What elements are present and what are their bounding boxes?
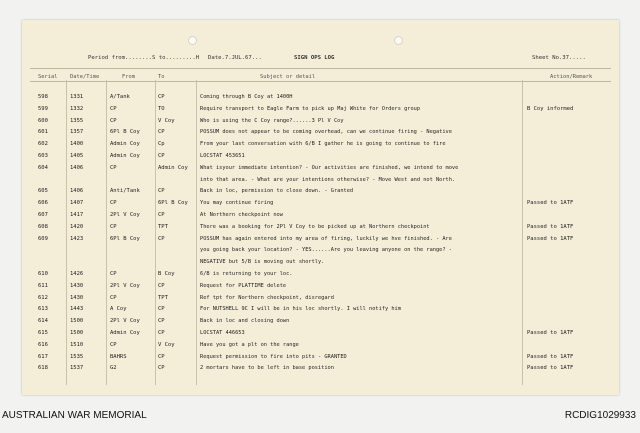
date-time-cell: 1355 [70, 117, 84, 124]
date-time-cell: 1430 [70, 294, 84, 301]
date-time-cell: 1500 [70, 330, 84, 336]
log-row [22, 341, 619, 350]
serial-cell: 598 [38, 94, 48, 100]
from-cell: 2Pl V Coy [110, 212, 140, 218]
log-row [22, 258, 619, 267]
log-row [22, 176, 619, 185]
footer-source: AUSTRALIAN WAR MEMORIAL [2, 410, 147, 421]
log-row [22, 364, 619, 373]
action-cell: Passed to 1ATF [527, 330, 574, 336]
serial-cell: 616 [38, 341, 48, 348]
serial-cell: 612 [38, 294, 48, 301]
date-time-cell: 1417 [70, 212, 84, 218]
date-time-cell: 1405 [70, 153, 84, 159]
subject-cell: Have you got a plt on the range [200, 341, 299, 348]
punch-hole [188, 36, 197, 45]
log-row [22, 117, 619, 126]
from-cell: CP [110, 271, 117, 277]
subject-cell: What isyour immediate intention? - Our activities are finished, we intend to move [200, 164, 459, 171]
to-cell: CP [158, 153, 165, 159]
from-cell: BAHRS [110, 353, 127, 360]
date-time-cell: 1331 [70, 94, 84, 100]
to-cell: CP [158, 282, 165, 289]
date-time-cell: 1357 [70, 129, 84, 136]
from-cell: Admin Coy [110, 330, 140, 336]
to-cell: CP [158, 330, 165, 336]
column-divider [522, 80, 523, 385]
serial-cell: 615 [38, 330, 48, 336]
to-cell: CP [158, 365, 165, 372]
subject-cell: From your last conversation with 6/B I gather he is going to continue to fire [200, 141, 446, 148]
subject-cell: you going back your location? - YES......Are you leaving anyone on the range? - [200, 247, 452, 254]
col-subject: Subject or detail [260, 74, 316, 80]
log-row [22, 294, 619, 303]
to-cell: 6Pl B Coy [158, 200, 188, 207]
serial-cell: 609 [38, 235, 48, 242]
subject-cell: For NUTSHELL 9C I will be in his loc shortly. I will notify him [200, 306, 401, 313]
log-row [22, 246, 619, 255]
date-field: Date.7.JUL.67... [208, 55, 262, 61]
date-time-cell: 1423 [70, 235, 84, 242]
action-cell: Passed to 1ATF [527, 223, 574, 230]
sheet-number: Sheet No.37..... [532, 55, 586, 61]
col-from: From [122, 74, 135, 80]
column-divider [106, 80, 107, 385]
from-cell: G2 [110, 365, 117, 372]
footer-id: RCDIG1029933 [564, 410, 636, 421]
punch-hole [394, 36, 403, 45]
date-time-cell: 1537 [70, 365, 84, 372]
action-cell: Passed to 1ATF [527, 200, 574, 207]
col-date-time: Date/Time [70, 74, 100, 80]
action-cell: Passed to 1ATF [527, 353, 574, 360]
date-time-cell: 1426 [70, 271, 84, 277]
to-cell: Cp [158, 141, 165, 148]
to-cell: CP [158, 129, 165, 136]
log-row [22, 187, 619, 196]
header-rule [30, 68, 611, 69]
subject-cell: Require transport to Eagle Farm to pick up Maj White for Orders group [200, 105, 421, 112]
log-title: SIGN OPS LOG [294, 55, 335, 61]
from-cell: 6Pl B Coy [110, 235, 140, 242]
date-time-cell: 1400 [70, 141, 84, 148]
log-row [22, 305, 619, 314]
from-cell: Admin Coy [110, 141, 140, 148]
subject-cell: 2 mortars have to be left in base position [200, 365, 334, 372]
serial-cell: 607 [38, 212, 48, 218]
to-cell: CP [158, 318, 165, 325]
date-time-cell: 1500 [70, 318, 84, 325]
log-row [22, 140, 619, 149]
subject-cell: POSSUM does not appear to be coming overhead, can we continue firing - Negative [200, 129, 452, 136]
col-action: Action/Remark [550, 74, 593, 80]
serial-cell: 617 [38, 353, 48, 360]
log-row [22, 270, 619, 279]
serial-cell: 614 [38, 318, 48, 325]
log-row [22, 164, 619, 173]
subject-cell: Who is using the C Coy range?......3 Pl V Coy [200, 117, 344, 124]
subject-cell: Coming through B Coy at 1400H [200, 94, 293, 100]
from-cell: Anti/Tank [110, 188, 140, 195]
date-time-cell: 1420 [70, 223, 84, 230]
to-cell: TPT [158, 223, 168, 230]
to-cell: CP [158, 306, 165, 313]
subject-cell: LOCSTAT 446653 [200, 330, 245, 336]
log-row [22, 199, 619, 208]
subject-cell: Request permission to fire into pits - GRANTED [200, 353, 347, 360]
log-row [22, 128, 619, 137]
subject-cell: POSSUM has again entered into my area of firing, luckily we hve finished. - Are [200, 235, 452, 242]
log-row [22, 235, 619, 244]
subject-cell: You may continue firing [200, 200, 274, 207]
serial-cell: 604 [38, 164, 48, 171]
from-cell: CP [110, 223, 117, 230]
to-cell: CP [158, 212, 165, 218]
subject-cell: There was a booking for 2Pl V Coy to be picked up at Northern checkpoint [200, 223, 430, 230]
date-time-cell: 1406 [70, 188, 84, 195]
to-cell: CP [158, 353, 165, 360]
log-row [22, 152, 619, 161]
from-cell: CP [110, 341, 117, 348]
subject-cell: into that area. - What are your intentions otherwise? - Move West and not North. [200, 176, 456, 183]
from-cell: 6Pl B Coy [110, 129, 140, 136]
col-serial: Serial [38, 74, 58, 80]
column-rule [30, 81, 611, 82]
serial-cell: 606 [38, 200, 48, 207]
log-row [22, 93, 619, 102]
serial-cell: 599 [38, 105, 48, 112]
from-cell: 2Pl V Coy [110, 282, 140, 289]
from-cell: 2Pl V Coy [110, 318, 140, 325]
log-row [22, 317, 619, 326]
to-cell: V Coy [158, 341, 175, 348]
action-cell: Passed to 1ATF [527, 235, 574, 242]
date-time-cell: 1430 [70, 282, 84, 289]
date-time-cell: 1510 [70, 341, 84, 348]
subject-cell: At Northern checkpoint now [200, 212, 283, 218]
from-cell: CP [110, 117, 117, 124]
from-cell: CP [110, 200, 117, 207]
from-cell: A Coy [110, 306, 127, 313]
serial-cell: 611 [38, 282, 48, 289]
serial-cell: 601 [38, 129, 48, 136]
from-cell: Admin Coy [110, 153, 140, 159]
log-row [22, 353, 619, 362]
serial-cell: 610 [38, 271, 48, 277]
action-cell: B Coy informed [527, 105, 574, 112]
to-cell: CP [158, 94, 165, 100]
from-cell: CP [110, 164, 117, 171]
serial-cell: 613 [38, 306, 48, 313]
date-time-cell: 1535 [70, 353, 84, 360]
col-to: To [158, 74, 165, 80]
period-field: Period from........S to.........H [88, 55, 200, 61]
to-cell: CP [158, 188, 165, 195]
date-time-cell: 1443 [70, 306, 84, 313]
to-cell: Admin Coy [158, 164, 188, 171]
log-row [22, 211, 619, 220]
to-cell: TPT [158, 294, 168, 301]
serial-cell: 608 [38, 223, 48, 230]
subject-cell: Back in loc and closing down [200, 318, 290, 325]
serial-cell: 600 [38, 117, 48, 124]
serial-cell: 602 [38, 141, 48, 148]
log-row [22, 329, 619, 338]
to-cell: V Coy [158, 117, 175, 124]
column-divider [196, 80, 197, 385]
from-cell: CP [110, 105, 117, 112]
to-cell: TO [158, 105, 165, 112]
to-cell: CP [158, 235, 165, 242]
serial-cell: 603 [38, 153, 48, 159]
from-cell: A/Tank [110, 94, 130, 100]
subject-cell: NEGATIVE but 5/B is moving out shortly. [200, 259, 325, 266]
log-row [22, 223, 619, 232]
subject-cell: Back in loc, permission to close down. - Granted [200, 188, 354, 195]
log-row [22, 105, 619, 114]
serial-cell: 605 [38, 188, 48, 195]
subject-cell: LOCSTAT 453651 [200, 153, 245, 159]
date-time-cell: 1407 [70, 200, 84, 207]
date-time-cell: 1332 [70, 105, 84, 112]
subject-cell: 6/B is returning to your loc. [200, 271, 293, 277]
log-row [22, 282, 619, 291]
action-cell: Passed to 1ATF [527, 365, 574, 372]
serial-cell: 618 [38, 365, 48, 372]
column-divider [155, 80, 156, 385]
to-cell: B Coy [158, 271, 175, 277]
subject-cell: Ref tpt for Northern checkpoint, disregard [200, 294, 334, 301]
log-sheet [22, 20, 619, 395]
from-cell: CP [110, 294, 117, 301]
subject-cell: Request for PLATTIME delete [200, 282, 287, 289]
column-divider [66, 80, 67, 385]
date-time-cell: 1406 [70, 164, 84, 171]
